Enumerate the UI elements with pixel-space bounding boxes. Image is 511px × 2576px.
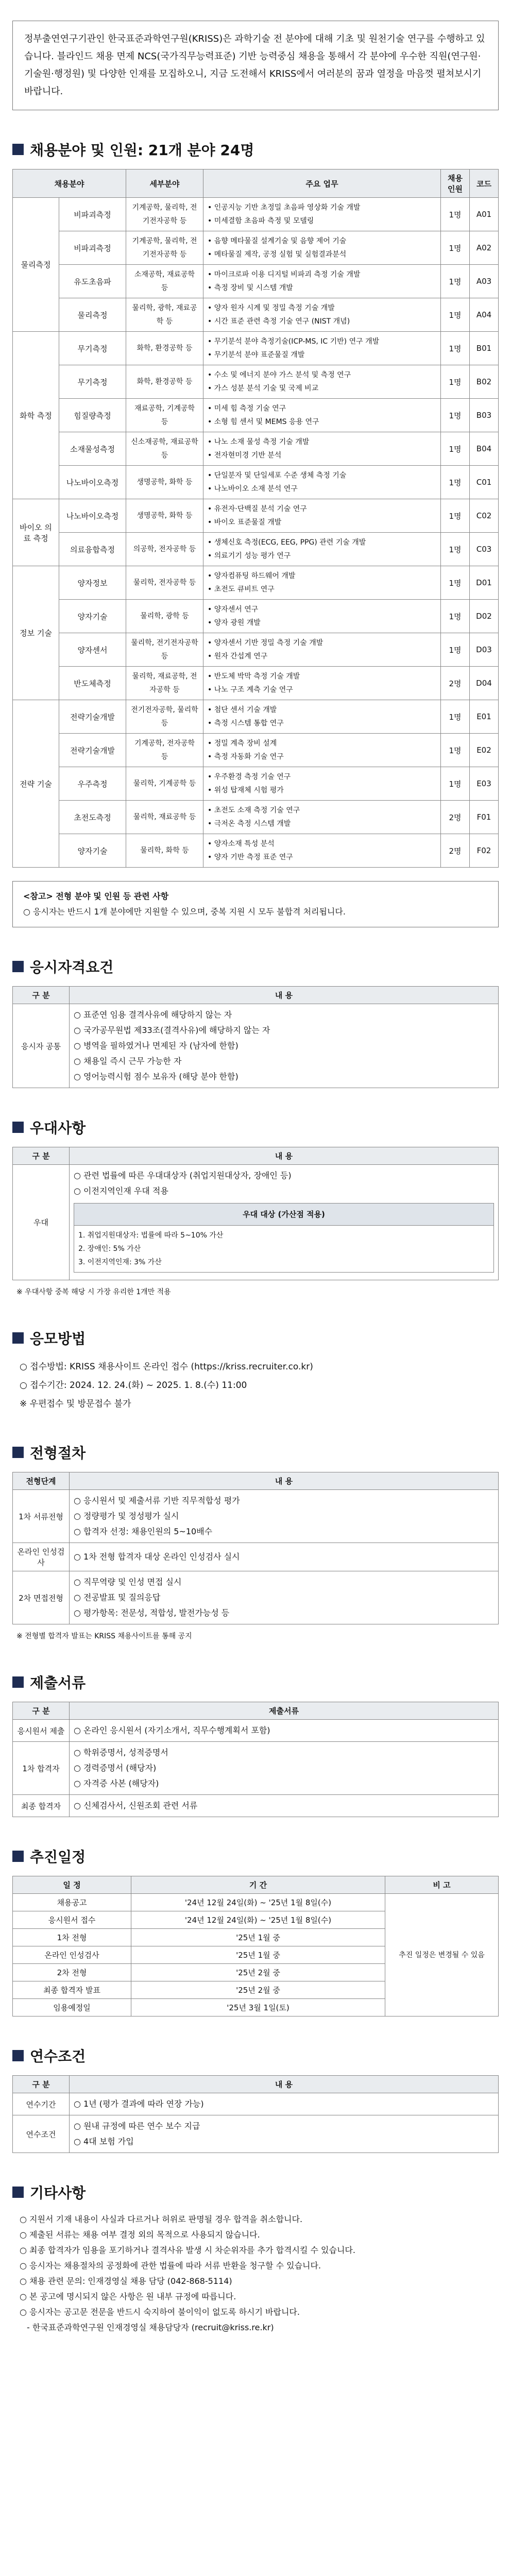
table-row (13, 667, 499, 700)
recruit-num: 1명 (441, 365, 470, 399)
recruit-duty-line: • 양자컴퓨팅 하드웨어 개발 (208, 572, 296, 580)
preference-line: ○ 이전지역인재 우대 적용 (74, 1186, 168, 1196)
etc-line: ○ 최종 합격자가 임용을 포기하거나 결격사유 발생 시 차순위자를 추가 합격시킬 수 있습니다. (20, 2245, 355, 2255)
schedule-date: '24년 12월 24일(화) ~ '25년 1월 8일(수) (131, 1911, 385, 1929)
header-field: 채용분야 (13, 170, 126, 198)
table-row (13, 566, 499, 600)
recruit-area: 무기측정 (59, 332, 126, 365)
table-row (13, 198, 499, 231)
row-line: ○ 정량평가 및 정성평가 실시 (74, 1511, 179, 1521)
recruit-duty-line: • 우주환경 측정 기술 연구 (208, 773, 291, 781)
row-line: ○ 경력증명서 (해당자) (74, 1763, 157, 1773)
schedule-section-title: 추진일정 (12, 1846, 499, 1867)
recruit-code: A01 (470, 198, 499, 231)
row-line: ○ 직무역량 및 인성 면접 실시 (74, 1577, 182, 1587)
recruit-sub: 물리학, 화학 등 (126, 834, 203, 868)
square-bullet-icon (12, 961, 24, 972)
intro-text: 정부출연연구기관인 한국표준과학연구원(KRISS)은 과학기술 전 분야에 대해 기초 및 원천기술 연구를 수행하고 있습니다. 블라인드 채용 면제 NCS(국가직무능력표준) 기반 능력중심 채용을 통해서 각 분야에 우수한 직원(연구원·기술원·행정원) 및 다양한 인재를 모집하오니, 지금 도전해서 KRISS에서 여러분의 꿈과 열정을 마음껏 펼쳐보시기 바랍니다. (24, 33, 485, 97)
recruit-code: B03 (470, 399, 499, 432)
table-row (13, 633, 499, 667)
row-content (70, 1742, 499, 1795)
recruit-duty-line: • 무기분석 분야 표준물질 개발 (208, 351, 305, 359)
recruit-code: F01 (470, 801, 499, 834)
recruit-duty-line: • 인공지능 기반 초정밀 초음파 영상화 기술 개발 (208, 204, 361, 212)
recruit-num: 1명 (441, 198, 470, 231)
recruit-duty-line: • 초전도 소재 측정 기술 연구 (208, 806, 300, 815)
row-content (70, 2093, 499, 2115)
table-row (13, 1795, 499, 1817)
recruit-duty-line: • 유전자·단백질 분석 기술 연구 (208, 505, 307, 513)
etc-line: ○ 본 공고에 명시되지 않은 사항은 원 내부 규정에 따릅니다. (20, 2292, 236, 2301)
recruit-code: C02 (470, 499, 499, 533)
preference-label: 우대 (13, 1165, 70, 1280)
recruit-duty (203, 399, 441, 432)
recruit-table (12, 169, 499, 868)
recruit-num: 1명 (441, 600, 470, 633)
recruit-code: A03 (470, 265, 499, 298)
recruit-sub: 소재공학, 재료공학 등 (126, 265, 203, 298)
schedule-date: '25년 1월 중 (131, 1929, 385, 1946)
recruit-area: 나노바이오측정 (59, 466, 126, 499)
recruit-area: 우주측정 (59, 767, 126, 801)
table-row (13, 265, 499, 298)
table-row (13, 1490, 499, 1543)
recruit-duty-line: • 메타물질 제작, 공정 실험 및 실험결과분석 (208, 250, 347, 259)
row-line: ○ 채용일 즉시 근무 가능한 자 (74, 1056, 182, 1066)
recruit-num: 1명 (441, 533, 470, 566)
table-row (13, 2115, 499, 2153)
preference-line: ○ 관련 법률에 따른 우대대상자 (취업지원대상자, 장애인 등) (74, 1171, 292, 1180)
recruit-sub: 화학, 환경공학 등 (126, 332, 203, 365)
recruit-area: 전략기술개발 (59, 734, 126, 767)
schedule-date: '25년 2월 중 (131, 1964, 385, 1981)
recruit-code: D02 (470, 600, 499, 633)
recruit-group: 전략 기술 (13, 700, 59, 868)
table-row (13, 365, 499, 399)
recruit-num: 2명 (441, 834, 470, 868)
recruit-duty-line: • 미세 힘 측정 기술 연구 (208, 404, 286, 413)
recruit-duty (203, 466, 441, 499)
preference-sub-line: 1. 취업지원대상자: 법률에 따라 5~10% 가산 (78, 1231, 224, 1240)
recruit-area: 비파괴측정 (59, 231, 126, 265)
table-row (13, 466, 499, 499)
table-row (13, 600, 499, 633)
schedule-table: 일 정 기 간 비 고 채용공고 '24년 12월 24일(화) ~ '25년 1월 8일(수) 추진 일정은 변경될 수 있음 응시원서 접수 '24년 12월 24일(화) ~ '25년 1월 8일(수) 1차 전형 '25년 1월 중 온라인 인성검사 '25년 1월 중 2차 전형 '25년 2월 중 최종 합격자 발표 '25년 2월 중 임용예정일 '25년 3월 1일(토) (12, 1876, 499, 2016)
recruit-duty-line: • 초전도 큐비트 연구 (208, 585, 275, 594)
apply-line: ※ 우편접수 및 방문접수 불가 (20, 1399, 131, 1409)
schedule-step: 온라인 인성검사 (13, 1946, 131, 1964)
square-bullet-icon (12, 1122, 24, 1133)
preference-sub-line: 2. 장애인: 5% 가산 (78, 1245, 141, 1253)
recruit-duty-line: • 극저온 측정 시스템 개발 (208, 820, 291, 828)
documents-section-title: 제출서류 (12, 1672, 499, 1692)
recruit-sub: 화학, 환경공학 등 (126, 365, 203, 399)
recruit-duty (203, 667, 441, 700)
recruit-duty (203, 700, 441, 734)
recruit-table-header (13, 170, 499, 198)
recruit-duty (203, 198, 441, 231)
row-line: ○ 영어능력시험 점수 보유자 (해당 분야 한함) (74, 1072, 239, 1081)
recruit-area: 의료융합측정 (59, 533, 126, 566)
recruit-duty (203, 499, 441, 533)
etc-contact: - 한국표준과학연구원 인재경영실 채용담당자 (recruit@kriss.re.kr) (27, 2323, 274, 2332)
row-label: 1차 합격자 (13, 1742, 70, 1795)
table-row (13, 834, 499, 868)
recruit-code: D03 (470, 633, 499, 667)
recruit-note-text: ○ 응시자는 반드시 1개 분야에만 지원할 수 있으며, 중복 지원 시 모두 불합격 처리됩니다. (23, 907, 346, 917)
row-line: ○ 1차 전형 합격자 대상 온라인 인성검사 실시 (74, 1552, 240, 1562)
square-bullet-icon (12, 144, 24, 155)
recruit-area: 물리측정 (59, 298, 126, 332)
recruit-num: 1명 (441, 399, 470, 432)
schedule-step: 2차 전형 (13, 1964, 131, 1981)
recruit-num: 1명 (441, 432, 470, 466)
recruit-code: A02 (470, 231, 499, 265)
process-table: 전형단계 내 용 1차 서류전형 ○ 응시원서 및 제출서류 기반 직무적합성 평가 ○ 정량평가 및 정성평가 실시 ○ 합격자 선정: 채용인원의 5~10배수 온라인 인성검사 ○ 1차 전형 합격자 대상 온라인 인성검사 실시 2차 면접전형 ○ 직무역량 및 인성 면접 실시 ○ 전공발표 및 질의응답 ○ 평가항목: 전문성, 적합성, 발전가능성 등 (12, 1472, 499, 1624)
etc-line: ○ 지원서 기재 내용이 사실과 다르거나 허위로 판명될 경우 합격을 취소합니다. (20, 2214, 303, 2224)
recruit-sub: 기계공학, 물리학, 전기전자공학 등 (126, 231, 203, 265)
recruit-area: 양자정보 (59, 566, 126, 600)
preference-row (13, 1165, 499, 1280)
etc-line: ○ 제출된 서류는 채용 여부 결정 외의 목적으로 사용되지 않습니다. (20, 2230, 260, 2240)
recruit-duty-line: • 측정 장비 및 시스템 개발 (208, 284, 293, 292)
row-content (70, 2115, 499, 2153)
table-row (13, 1543, 499, 1571)
recruit-duty-line: • 첨단 센서 기술 개발 (208, 706, 277, 714)
table-row (13, 1571, 499, 1624)
recruit-duty (203, 231, 441, 265)
table-row (13, 332, 499, 365)
row-line: ○ 국가공무원법 제33조(결격사유)에 해당하지 않는 자 (74, 1025, 270, 1035)
row-label: 응시자 공통 (13, 1004, 70, 1088)
recruit-duty-line: • 가스 성분 분석 기술 및 국제 비교 (208, 384, 319, 393)
recruit-duty (203, 834, 441, 868)
row-content (70, 1543, 499, 1571)
recruit-code: E01 (470, 700, 499, 734)
recruit-area: 양자기술 (59, 600, 126, 633)
row-label: 2차 면접전형 (13, 1571, 70, 1624)
recruit-code: C01 (470, 466, 499, 499)
recruit-sub: 물리학, 전자공학 등 (126, 566, 203, 600)
conditions-section-title: 연수조건 (12, 2045, 499, 2066)
apply-lines (20, 1358, 499, 1413)
recruit-duty-line: • 나노 소재 물성 측정 기술 개발 (208, 438, 310, 446)
recruit-duty (203, 432, 441, 466)
schedule-date: '24년 12월 24일(화) ~ '25년 1월 8일(수) (131, 1894, 385, 1911)
table-row (13, 1004, 499, 1088)
recruit-group: 물리측정 (13, 198, 59, 332)
recruit-duty-line: • 위성 탑재체 시험 평가 (208, 786, 284, 794)
table-row (13, 432, 499, 466)
recruit-code: B04 (470, 432, 499, 466)
recruit-area: 나노바이오측정 (59, 499, 126, 533)
schedule-step: 1차 전형 (13, 1929, 131, 1946)
preference-sub-line: 3. 이전지역인재: 3% 가산 (78, 1258, 162, 1266)
recruit-duty-line: • 시간 표준 관련 측정 기술 연구 (NIST 개념) (208, 317, 350, 326)
recruit-num: 2명 (441, 801, 470, 834)
etc-line: ○ 응시자는 공고문 전문을 반드시 숙지하여 불이익이 없도록 하시기 바랍니다. (20, 2307, 300, 2317)
recruit-group: 화학 측정 (13, 332, 59, 499)
row-label: 응시원서 제출 (13, 1720, 70, 1742)
schedule-memo: 추진 일정은 변경될 수 있음 (385, 1894, 499, 2016)
recruit-num: 1명 (441, 734, 470, 767)
table-row (13, 399, 499, 432)
table-row (13, 2093, 499, 2115)
recruit-num: 1명 (441, 767, 470, 801)
recruit-duty-line: • 마이크로파 이용 디지털 비파괴 측정 기술 개발 (208, 270, 361, 279)
recruit-area: 소재물성측정 (59, 432, 126, 466)
preference-sub-header: 우대 대상 (가산점 적용) (74, 1204, 494, 1226)
recruit-sub: 의공학, 전자공학 등 (126, 533, 203, 566)
recruit-code: D01 (470, 566, 499, 600)
recruit-sub: 물리학, 재료공학 등 (126, 801, 203, 834)
table-row (13, 533, 499, 566)
row-line: ○ 응시원서 및 제출서류 기반 직무적합성 평가 (74, 1496, 240, 1505)
recruit-duty-line: • 측정 자동화 기술 연구 (208, 753, 284, 761)
recruit-area: 유도초음파 (59, 265, 126, 298)
recruit-duty-line: • 양자 광원 개발 (208, 619, 261, 627)
qualification-table: 구 분 내 용 응시자 공통 ○ 표준연 임용 결격사유에 해당하지 않는 자 ○ 국가공무원법 제33조(결격사유)에 해당하지 않는 자 ○ 병역을 필하였거나 면제된 자 (남자에 한함) ○ 채용일 즉시 근무 가능한 자 ○ 영어능력시험 점수 보유자 (해당 분야 한함) (12, 986, 499, 1088)
row-line: ○ 자격증 사본 (해당자) (74, 1778, 159, 1788)
conditions-table: 구 분 내 용 연수기간 ○ 1년 (평가 결과에 따라 연장 가능) 연수조건 ○ 원내 규정에 따른 연수 보수 지급 ○ 4대 보험 가입 (12, 2075, 499, 2153)
row-content (70, 1490, 499, 1543)
preference-table: 구 분 내 용 우대 ○ 관련 법률에 따른 우대대상자 (취업지원대상자, 장애인 등) ○ 이전지역인재 우대 적용 우대 대상 (가산점 적용) 1. 취업지원대상자: 법률에 따라 5~10% 가산 2. 장애인: 5% 가산 3. 이전지역인재: 3% 가산 (12, 1147, 499, 1280)
row-label: 연수기간 (13, 2093, 70, 2115)
recruit-sub: 생명공학, 화학 등 (126, 499, 203, 533)
recruit-duty-line: • 나노바이오 소재 분석 연구 (208, 485, 298, 493)
recruit-sub: 기계공학, 전자공학 등 (126, 734, 203, 767)
recruit-duty (203, 600, 441, 633)
row-label: 1차 서류전형 (13, 1490, 70, 1543)
recruit-duty-line: • 의료기기 성능 평가 연구 (208, 552, 291, 560)
recruit-num: 1명 (441, 633, 470, 667)
row-line: ○ 학위증명서, 성적증명서 (74, 1748, 168, 1757)
row-line: ○ 원내 규정에 따른 연수 보수 지급 (74, 2121, 200, 2131)
recruit-num: 1명 (441, 231, 470, 265)
apply-line: ○ 접수방법: KRISS 채용사이트 온라인 접수 (https://kriss.recruiter.co.kr) (20, 1362, 313, 1372)
table-row (13, 1720, 499, 1742)
square-bullet-icon (12, 1676, 24, 1688)
recruit-code: B01 (470, 332, 499, 365)
recruit-code: E03 (470, 767, 499, 801)
table-row (13, 231, 499, 265)
documents-table: 구 분 제출서류 응시원서 제출 ○ 온라인 응시원서 (자기소개서, 직무수행계획서 포함) 1차 합격자 ○ 학위증명서, 성적증명서 ○ 경력증명서 (해당자) ○ 자격증 사본 (해당자) 최종 합격자 ○ 신체검사서, 신원조회 관련 서류 (12, 1702, 499, 1817)
recruit-duty-line: • 전자현미경 기반 분석 (208, 451, 282, 460)
recruit-area: 양자센서 (59, 633, 126, 667)
preference-section-title: 우대사항 (12, 1117, 499, 1138)
square-bullet-icon (12, 1447, 24, 1458)
square-bullet-icon (12, 1851, 24, 1862)
table-row (13, 801, 499, 834)
recruit-note-title: <참고> 전형 분야 및 인원 등 관련 사항 (23, 891, 169, 901)
schedule-step: 최종 합격자 발표 (13, 1981, 131, 1999)
square-bullet-icon (12, 2187, 24, 2198)
recruit-duty-line: • 양자센서 연구 (208, 605, 259, 614)
table-row (13, 499, 499, 533)
recruit-code: C03 (470, 533, 499, 566)
row-line: ○ 표준연 임용 결격사유에 해당하지 않는 자 (74, 1010, 232, 1020)
schedule-date: '25년 2월 중 (131, 1981, 385, 1999)
recruit-sub: 재료공학, 기계공학 등 (126, 399, 203, 432)
recruit-code: A04 (470, 298, 499, 332)
row-line: ○ 병역을 필하였거나 면제된 자 (남자에 한함) (74, 1041, 239, 1050)
row-line: ○ 합격자 선정: 채용인원의 5~10배수 (74, 1527, 213, 1536)
row-content (70, 1795, 499, 1817)
recruit-num: 1명 (441, 566, 470, 600)
recruit-group: 바이오 의료 측정 (13, 499, 59, 566)
recruit-duty (203, 767, 441, 801)
header-code: 코드 (470, 170, 499, 198)
process-section-title: 전형절차 (12, 1442, 499, 1463)
recruit-code: D04 (470, 667, 499, 700)
recruit-area: 양자기술 (59, 834, 126, 868)
square-bullet-icon (12, 1332, 24, 1344)
recruit-num: 1명 (441, 298, 470, 332)
recruit-sub: 물리학, 기계공학 등 (126, 767, 203, 801)
recruit-duty (203, 265, 441, 298)
recruit-duty (203, 734, 441, 767)
recruit-sub: 물리학, 재료공학, 전자공학 등 (126, 667, 203, 700)
process-footnote: ※ 전형별 합격자 발표는 KRISS 채용사이트를 통해 공지 (16, 1632, 192, 1640)
recruit-area: 힘질량측정 (59, 399, 126, 432)
recruit-note (12, 881, 499, 927)
recruit-code: F02 (470, 834, 499, 868)
etc-line: ○ 채용 관련 문의: 인재경영실 채용 담당 (042-868-5114) (20, 2276, 232, 2286)
header-num: 채용인원 (441, 170, 470, 198)
row-line: ○ 전공발표 및 질의응답 (74, 1592, 161, 1602)
row-line: ○ 평가항목: 전문성, 적합성, 발전가능성 등 (74, 1608, 230, 1618)
recruit-duty (203, 533, 441, 566)
recruit-area: 비파괴측정 (59, 198, 126, 231)
recruit-group: 정보 기술 (13, 566, 59, 700)
recruit-num: 1명 (441, 466, 470, 499)
table-row (13, 298, 499, 332)
table-row (13, 1742, 499, 1795)
row-line: ○ 4대 보험 가입 (74, 2137, 134, 2146)
recruit-duty-line: • 측정 시스템 통합 연구 (208, 719, 284, 727)
recruit-section-title: 채용분야 및 인원: 21개 분야 24명 (12, 139, 499, 160)
recruit-sub: 신소재공학, 재료공학 등 (126, 432, 203, 466)
recruit-sub: 물리학, 전기전자공학 등 (126, 633, 203, 667)
row-content (70, 1004, 499, 1088)
recruit-duty (203, 298, 441, 332)
recruit-num: 2명 (441, 667, 470, 700)
header-sub: 세부분야 (126, 170, 203, 198)
preference-footnote: ※ 우대사항 중복 해당 시 가장 유리한 1개만 적용 (16, 1288, 171, 1296)
recruit-duty-line: • 정밀 계측 장비 설계 (208, 739, 277, 748)
schedule-step: 채용공고 (13, 1894, 131, 1911)
schedule-step: 임용예정일 (13, 1999, 131, 2016)
recruit-duty-line: • 반도체 박막 측정 기술 개발 (208, 672, 300, 681)
recruit-duty (203, 365, 441, 399)
etc-section-title: 기타사항 (12, 2182, 499, 2202)
recruit-area: 전략기술개발 (59, 700, 126, 734)
row-label: 최종 합격자 (13, 1795, 70, 1817)
recruit-duty (203, 566, 441, 600)
recruit-duty (203, 332, 441, 365)
preference-sub-table (74, 1203, 494, 1273)
schedule-date: '25년 1월 중 (131, 1946, 385, 1964)
recruit-sub: 생명공학, 화학 등 (126, 466, 203, 499)
recruit-duty-line: • 생체신호 측정(ECG, EEG, PPG) 관련 기술 개발 (208, 538, 366, 547)
recruit-sub: 물리학, 광학 등 (126, 600, 203, 633)
etc-line: ○ 응시자는 채용절차의 공정화에 관한 법률에 따라 서류 반환을 청구할 수 있습니다. (20, 2261, 321, 2270)
apply-section-title: 응모방법 (12, 1328, 499, 1348)
table-row (13, 734, 499, 767)
row-label: 연수조건 (13, 2115, 70, 2153)
recruit-duty-line: • 미세결함 초음파 측정 및 모델링 (208, 217, 314, 225)
recruit-num: 1명 (441, 700, 470, 734)
recruit-sub: 물리학, 광학, 재료공학 등 (126, 298, 203, 332)
recruit-duty-line: • 양자소재 특성 분석 (208, 840, 275, 848)
row-line: ○ 온라인 응시원서 (자기소개서, 직무수행계획서 포함) (74, 1725, 270, 1735)
row-line: ○ 1년 (평가 결과에 따라 연장 가능) (74, 2099, 204, 2109)
schedule-step: 응시원서 접수 (13, 1911, 131, 1929)
recruit-duty-line: • 음향 메타물질 설계기술 및 음향 제어 기술 (208, 237, 347, 245)
table-row (13, 1894, 499, 1911)
recruit-duty-line: • 나노 구조 계측 기술 연구 (208, 686, 293, 694)
recruit-code: B02 (470, 365, 499, 399)
schedule-date: '25년 3월 1일(토) (131, 1999, 385, 2016)
recruit-num: 1명 (441, 499, 470, 533)
recruit-num: 1명 (441, 332, 470, 365)
intro-box (12, 21, 499, 110)
header-duty: 주요 업무 (203, 170, 441, 198)
recruit-area: 무기측정 (59, 365, 126, 399)
table-row (13, 767, 499, 801)
recruit-duty (203, 801, 441, 834)
row-line: ○ 신체검사서, 신원조회 관련 서류 (74, 1801, 198, 1810)
recruit-duty-line: • 소형 힘 센서 및 MEMS 응용 연구 (208, 418, 319, 426)
row-content (70, 1571, 499, 1624)
recruit-duty-line: • 수소 및 에너지 분야 가스 분석 및 측정 연구 (208, 371, 351, 379)
recruit-duty-line: • 바이오 표준물질 개발 (208, 518, 282, 527)
recruit-duty-line: • 양자 기반 측정 표준 연구 (208, 853, 293, 861)
table-row (13, 700, 499, 734)
row-label: 온라인 인성검사 (13, 1543, 70, 1571)
recruit-duty-line: • 양자센서 기반 정밀 측정 기술 개발 (208, 639, 323, 647)
recruit-duty-line: • 원자 간섭계 연구 (208, 652, 268, 660)
recruit-area: 반도체측정 (59, 667, 126, 700)
recruit-area: 초전도측정 (59, 801, 126, 834)
recruit-duty (203, 633, 441, 667)
recruit-num: 1명 (441, 265, 470, 298)
recruit-sub: 기계공학, 물리학, 전기전자공학 등 (126, 198, 203, 231)
recruit-sub: 전기전자공학, 물리학 등 (126, 700, 203, 734)
recruit-code: E02 (470, 734, 499, 767)
square-bullet-icon (12, 2050, 24, 2061)
recruit-duty-line: • 양자 원자 시계 및 정밀 측정 기술 개발 (208, 304, 335, 312)
etc-lines (20, 2212, 499, 2320)
recruit-duty-line: • 단일분자 및 단일세포 수준 생체 측정 기술 (208, 471, 347, 480)
apply-line: ○ 접수기간: 2024. 12. 24.(화) ~ 2025. 1. 8.(수) 11:00 (20, 1380, 247, 1391)
row-content (70, 1720, 499, 1742)
qualification-section-title: 응시자격요건 (12, 956, 499, 977)
recruit-duty-line: • 무기분석 분야 측정기술(ICP-MS, IC 기반) 연구 개발 (208, 337, 380, 346)
